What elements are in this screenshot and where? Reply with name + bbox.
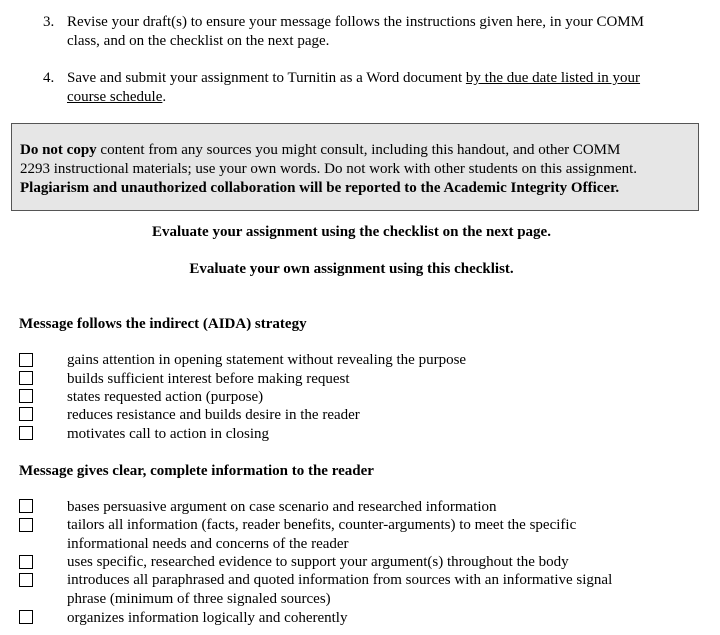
notice-text-1: content from any sources you might consult, including this handout, and other COMM: [96, 142, 621, 158]
course-schedule-link[interactable]: course schedule: [67, 89, 163, 105]
checkbox[interactable]: [19, 389, 33, 403]
instruction-2: Evaluate your own assignment using this checklist.: [189, 261, 514, 277]
checkbox[interactable]: [19, 426, 33, 440]
instruction-1: Evaluate your assignment using the checklist on the next page.: [152, 224, 551, 240]
step-text: [67, 88, 166, 107]
due-date-link[interactable]: by the due date listed in your: [465, 70, 641, 86]
section-heading-aida: Message follows the indirect (AIDA) strategy: [19, 316, 307, 332]
notice-bold-tail: Plagiarism and unauthorized collaboration will be reported to the Academic Integrity Officer.: [20, 180, 620, 196]
checklist-item: builds sufficient interest before making request: [67, 371, 350, 387]
checkbox[interactable]: [19, 371, 33, 385]
section-heading-information: Message gives clear, complete information to the reader: [19, 463, 374, 479]
checklist-item: reduces resistance and builds desire in the reader: [67, 407, 360, 423]
checkbox[interactable]: [19, 555, 33, 569]
step-number: 4.: [43, 70, 55, 86]
checklist-item-continuation: phrase (minimum of three signaled sources): [67, 591, 331, 607]
checklist-item: organizes information logically and coherently: [67, 610, 348, 626]
checklist-item: gains attention in opening statement without revealing the purpose: [67, 352, 467, 368]
checkbox[interactable]: [19, 407, 33, 421]
checklist-item: tailors all information (facts, reader benefits, counter-arguments) to meet the specific: [67, 517, 577, 533]
checkbox[interactable]: [19, 610, 33, 624]
notice-line: [20, 141, 688, 160]
notice-line: 2293 instructional materials; use your own words. Do not work with other students on this assignment.: [20, 161, 638, 177]
step-text-prefix: Save and submit your assignment to Turnitin as a Word document: [67, 70, 466, 86]
notice-text: [20, 141, 688, 198]
checklist-item: motivates call to action in closing: [67, 426, 270, 442]
academic-integrity-notice: [11, 123, 699, 211]
checkbox[interactable]: [19, 518, 33, 532]
step-text: Revise your draft(s) to ensure your message follows the instructions given here, in your COMM: [67, 14, 644, 30]
checklist-item: bases persuasive argument on case scenario and researched information: [67, 499, 497, 515]
checklist-item-continuation: informational needs and concerns of the reader: [67, 536, 349, 552]
step-text: [67, 69, 640, 88]
checklist-item: uses specific, researched evidence to support your argument(s) throughout the body: [67, 554, 569, 570]
checkbox[interactable]: [19, 573, 33, 587]
checklist-item: states requested action (purpose): [67, 389, 264, 405]
checklist-item: introduces all paraphrased and quoted information from sources with an informative signal: [67, 572, 613, 588]
step-number: 3.: [43, 14, 55, 30]
step-text: class, and on the checklist on the next page.: [67, 33, 330, 49]
notice-bold-lead: Do not copy: [20, 142, 97, 158]
checkbox[interactable]: [19, 353, 33, 367]
checkbox[interactable]: [19, 499, 33, 513]
step-text-suffix: .: [162, 89, 167, 105]
